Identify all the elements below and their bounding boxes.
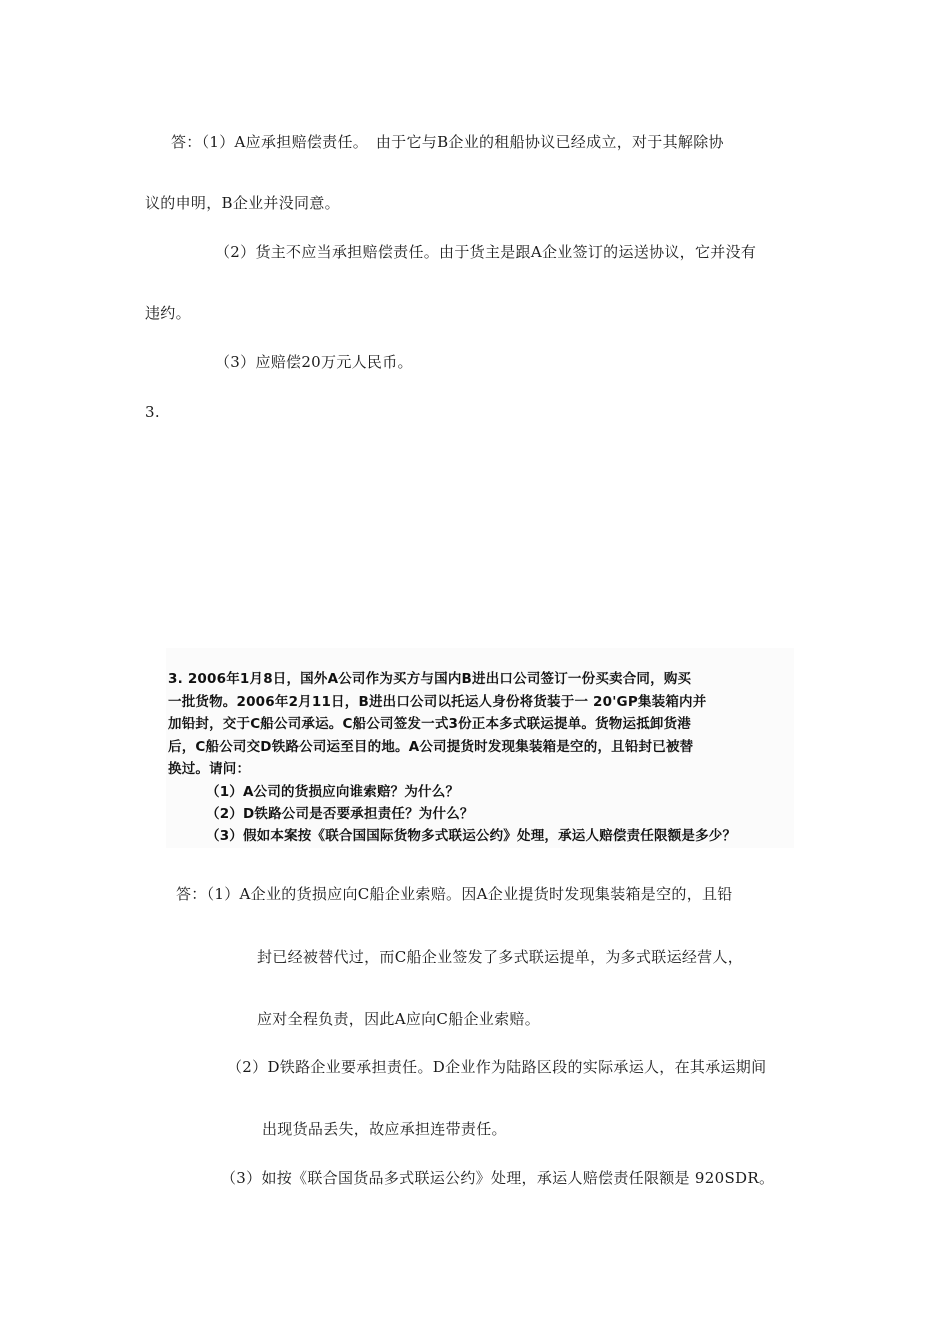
scan-line-3: 加铅封，交于C船公司承运。C船公司签发一式3份正本多式联运提单。货物运抵卸货港 (168, 716, 692, 732)
scan-line-2: 一批货物。2006年2月11日，B进出口公司以托运人身份将货装于一 20'GP集装箱内并 (168, 694, 707, 710)
scan-question-3: （3）假如本案按《联合国国际货物多式联运公约》处理，承运人赔偿责任限额是多少？ (206, 828, 737, 844)
answer-2-line-1: 答：（1）A应承担赔偿责任。 由于它与B企业的租船协议已经成立，对于其解除协 (171, 133, 724, 151)
scan-line-1: 3. 2006年1月8日，国外A公司作为买方与国内B进出口公司签订一份买卖合同，购买 (168, 671, 692, 687)
answer-3-line-2: 封已经被替代过，而C船企业签发了多式联运提单，为多式联运经营人， (257, 948, 744, 966)
scan-line-4: 后，C船公司交D铁路公司运至目的地。A公司提货时发现集装箱是空的，且铅封已被替 (168, 739, 694, 755)
answer-3-line-4: （2）D铁路企业要承担责任。D企业作为陆路区段的实际承运人，在其承运期间 (227, 1058, 767, 1076)
answer-2-line-4: 违约。 (145, 304, 191, 322)
scan-line-5: 换过。请问： (168, 761, 251, 777)
answer-2-line-2: 议的申明，B企业并没同意。 (145, 194, 340, 212)
answer-3-line-5: 出现货品丢失，故应承担连带责任。 (262, 1120, 507, 1138)
answer-3-line-6: （3）如按《联合国货品多式联运公约》处理，承运人赔偿责任限额是 920SDR。 (221, 1169, 775, 1187)
question-number: 3. (145, 403, 160, 421)
scanned-question-image (166, 648, 794, 848)
answer-2-line-3: （2）货主不应当承担赔偿责任。由于货主是跟A企业签订的运送协议，它并没有 (215, 243, 757, 261)
scan-question-2: （2）D铁路公司是否要承担责任？为什么？ (206, 806, 474, 822)
answer-3-line-3: 应对全程负责，因此A应向C船企业索赔。 (257, 1010, 541, 1028)
answer-2-line-5: （3）应赔偿20万元人民币。 (215, 353, 413, 371)
scan-question-1: （1）A公司的货损应向谁索赔？为什么？ (206, 784, 460, 800)
answer-3-line-1: 答：（1）A企业的货损应向C船企业索赔。因A企业提货时发现集装箱是空的，且铅 (176, 885, 733, 903)
